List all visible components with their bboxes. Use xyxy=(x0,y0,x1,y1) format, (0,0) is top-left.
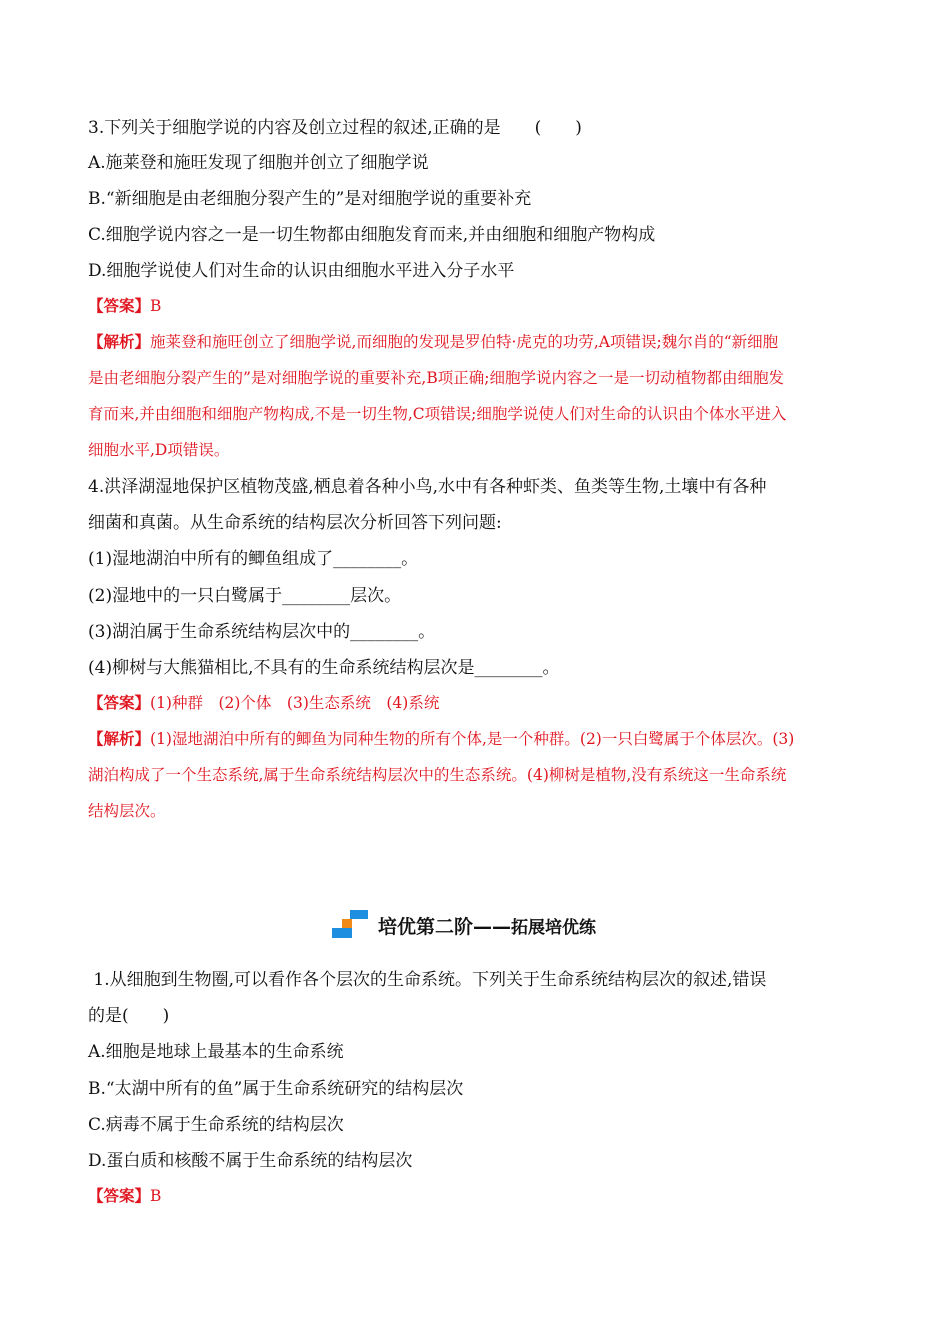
answer-tag: 【答案】 xyxy=(88,296,151,315)
analysis-tag: 【解析】 xyxy=(88,332,151,351)
q4-stem-line: 细菌和真菌。从生命系统的结构层次分析回答下列问题: xyxy=(88,513,502,533)
q3-analysis-line: 【解析】施莱登和施旺创立了细胞学说,而细胞的发现是罗伯特·虎克的功劳,A项错误;魏尔肖的“新细胞 xyxy=(88,332,779,351)
answer-value: B xyxy=(150,297,162,315)
answer-value: B xyxy=(150,1187,162,1205)
answer-tag: 【答案】 xyxy=(88,693,151,712)
s2q1-option-d: D.蛋白质和核酸不属于生命系统的结构层次 xyxy=(88,1151,413,1171)
q4-subquestion-1: (1)湿地湖泊中所有的鲫鱼组成了________。 xyxy=(88,549,419,569)
analysis-tag: 【解析】 xyxy=(88,729,151,748)
answer-value: (1)种群 (2)个体 (3)生态系统 (4)系统 xyxy=(150,694,440,712)
q3-option-a: A.施莱登和施旺发现了细胞并创立了细胞学说 xyxy=(88,153,429,173)
q4-subquestion-2: (2)湿地中的一只白鹭属于________层次。 xyxy=(88,586,402,606)
stair-blocks-icon xyxy=(332,910,372,940)
section-header xyxy=(332,905,596,945)
q4-answer xyxy=(88,691,439,715)
s2q1-option-a: A.细胞是地球上最基本的生命系统 xyxy=(88,1042,344,1062)
q3-option-d: D.细胞学说使人们对生命的认识由细胞水平进入分子水平 xyxy=(88,261,515,281)
q4-subquestion-3: (3)湖泊属于生命系统结构层次中的________。 xyxy=(88,622,436,642)
q3-analysis-line: 细胞水平,D项错误。 xyxy=(88,441,230,459)
s2q1-answer xyxy=(88,1184,161,1208)
q4-analysis-line: 湖泊构成了一个生态系统,属于生命系统结构层次中的生态系统。(4)柳树是植物,没有系统这一生命系统 xyxy=(88,766,787,784)
q4-subquestion-4: (4)柳树与大熊猫相比,不具有的生命系统结构层次是________。 xyxy=(88,658,560,678)
section-title: 培优第二阶—— xyxy=(378,915,512,938)
q3-stem: 3.下列关于细胞学说的内容及创立过程的叙述,正确的是 ( ) xyxy=(88,118,582,138)
s2q1-option-b: B.“太湖中所有的鱼”属于生命系统研究的结构层次 xyxy=(88,1079,464,1099)
s2q1-stem-line: 1.从细胞到生物圈,可以看作各个层次的生命系统。下列关于生命系统结构层次的叙述,错误 xyxy=(88,970,767,990)
q4-analysis-line: 【解析】(1)湿地湖泊中所有的鲫鱼为同种生物的所有个体,是一个种群。(2)一只白鹭属于个体层次。(3) xyxy=(88,729,795,748)
answer-tag: 【答案】 xyxy=(88,1186,151,1205)
q3-answer xyxy=(88,294,161,318)
q3-option-c: C.细胞学说内容之一是一切生物都由细胞发育而来,并由细胞和细胞产物构成 xyxy=(88,225,656,245)
section-subtitle: 拓展培优练 xyxy=(511,917,597,938)
q3-analysis-line: 是由老细胞分裂产生的”是对细胞学说的重要补充,B项正确;细胞学说内容之一是一切动植物都由细胞发 xyxy=(88,369,784,387)
s2q1-stem-line: 的是( ) xyxy=(88,1006,170,1026)
s2q1-option-c: C.病毒不属于生命系统的结构层次 xyxy=(88,1115,344,1135)
q3-analysis-line: 育而来,并由细胞和细胞产物构成,不是一切生物,C项错误;细胞学说使人们对生命的认识由个体水平进入 xyxy=(88,405,787,423)
q4-analysis-line: 结构层次。 xyxy=(88,802,166,820)
q3-option-b: B.“新细胞是由老细胞分裂产生的”是对细胞学说的重要补充 xyxy=(88,189,532,209)
q4-stem-line: 4.洪泽湖湿地保护区植物茂盛,栖息着各种小鸟,水中有各种虾类、鱼类等生物,土壤中有各种 xyxy=(88,477,767,497)
